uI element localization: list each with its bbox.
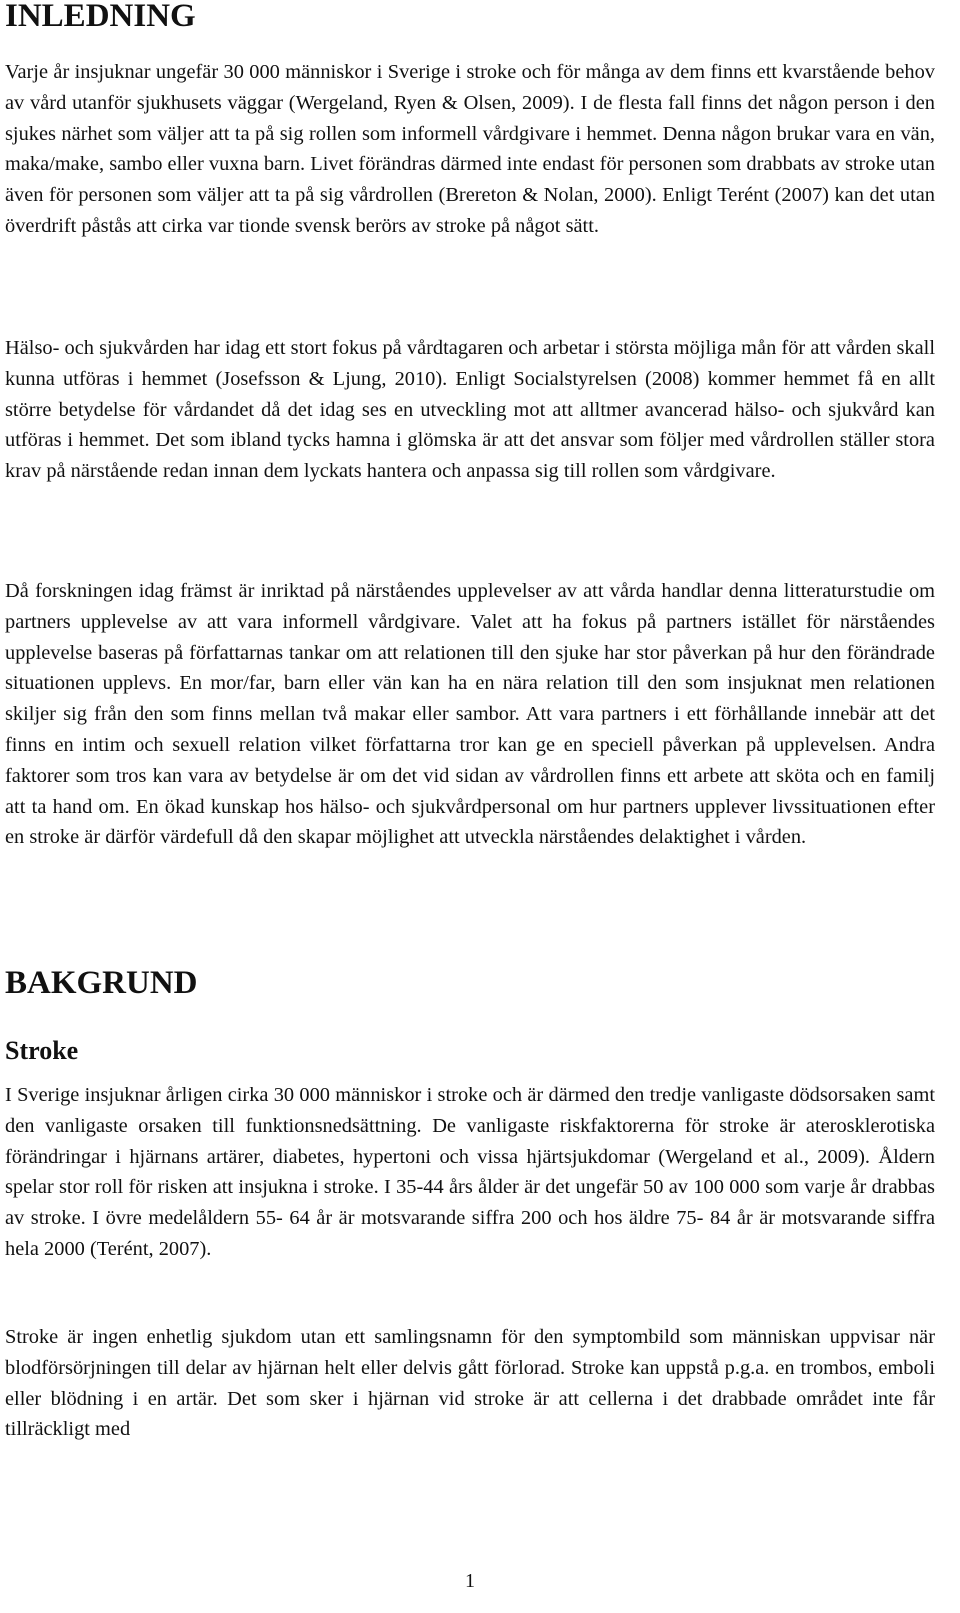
subsection-heading-stroke: Stroke <box>5 1036 79 1065</box>
paragraph: Stroke är ingen enhetlig sjukdom utan ett samlingsnamn för den symptombild som människan uppvisar när blodförsörjningen till delar av hjärnan helt eller delvis gått förlorad. Stroke kan uppstå p.g.a. en trombos, emboli eller blödning i en artär. Det som sker i hjärnan vid stroke är att cellerna i det drabbade området inte får tillräckligt med <box>5 1326 935 1441</box>
paragraph: Varje år insjuknar ungefär 30 000 människor i Sverige i stroke och för många av dem finns ett kvarstående behov av vård utanför sjukhusets väggar (Wergeland, Ryen & Olsen, 2009). I de flesta fall finns det någon person i den sjukes närhet som väljer att ta på sig rollen som informell vårdgivare i hemmet. Denna någon brukar vara en vän, maka/make, sambo eller vuxna barn. Livet förändras därmed inte endast för personen som drabbats av stroke utan även för personen som väljer att ta på sig vårdrollen (Brereton & Nolan, 2000). Enligt Terént (2007) kan det utan överdrift påstås att cirka var tionde svensk berörs av stroke på något sätt. <box>5 61 935 237</box>
page-number: 1 <box>465 1570 475 1592</box>
section-heading-bakgrund: BAKGRUND <box>5 965 198 1001</box>
paragraph: I Sverige insjuknar årligen cirka 30 000 människor i stroke och är därmed den tredje vanligaste dödsorsaken samt den vanligaste orsaken till funktionsnedsättning. De vanligaste riskfaktorerna för stroke är aterosklerotiska förändringar i hjärnans artärer, diabetes, hypertoni och vissa hjärtsjukdomar (Wergeland et al., 2009). Åldern spelar stor roll för risken att insjukna i stroke. I 35-44 års ålder är det ungefär 50 av 100 000 som varje år drabbas av stroke. I övre medelåldern 55- 64 år är motsvarande siffra 200 och hos äldre 75- 84 år är motsvarande siffra hela 2000 (Terént, 2007). <box>5 1084 935 1260</box>
section-heading-inledning: INLEDNING <box>5 0 196 34</box>
paragraph: Då forskningen idag främst är inriktad på närståendes upplevelser av att vårda handlar denna litteraturstudie om partners upplevelse av att vara informell vårdgivare. Valet att ha fokus på partners istället för närståendes upplevelse baseras på författarnas tankar om att relationen till den sjuke har stor påverkan på hur den förändrade situationen upplevs. En mor/far, barn eller vän kan ha en nära relation till den som insjuknat men relationen skiljer sig från den som finns mellan två makar eller sambor. Att vara partners i ett förhållande innebär att det finns en intim och sexuell relation vilket författarna tror kan ge en speciell påverkan på upplevelsen. Andra faktorer som tros kan vara av betydelse är om det vid sidan av vårdrollen finns ett arbete att sköta och en familj att ta hand om. En ökad kunskap hos hälso- och sjukvårdpersonal om hur partners upplever livssituationen efter en stroke är därför värdefull då den skapar möjlighet att utveckla närståendes delaktighet i vården. <box>5 580 935 849</box>
paragraph: Hälso- och sjukvården har idag ett stort fokus på vårdtagaren och arbetar i största möjliga mån för att vården skall kunna utföras i hemmet (Josefsson & Ljung, 2010). Enligt Socialstyrelsen (2008) kommer hemmet få en allt större betydelse för vårdandet då det idag ses en utveckling mot att alltmer avancerad hälso- och sjukvård kan utföras i hemmet. Det som ibland tycks hamna i glömska är att det ansvar som följer med vårdrollen ställer stora krav på närstående redan innan dem lyckats hantera och anpassa sig till rollen som vårdgivare. <box>5 337 935 483</box>
